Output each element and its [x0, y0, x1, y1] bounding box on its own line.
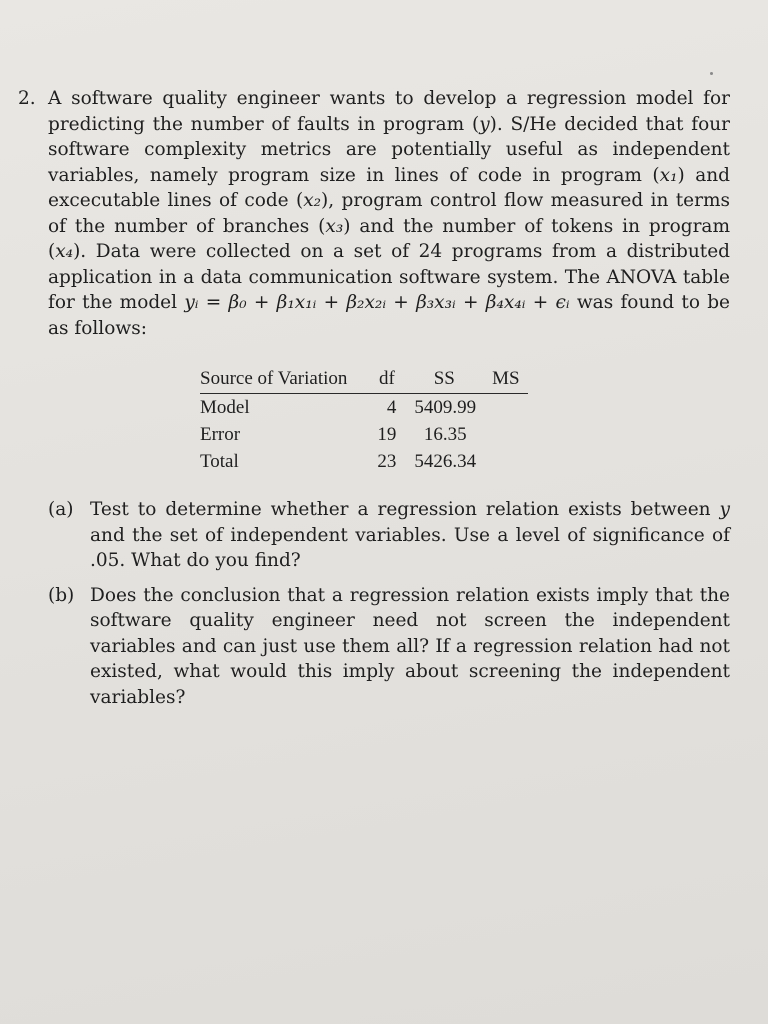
header-ms: MS	[484, 365, 527, 394]
anova-header-row	[200, 365, 528, 394]
cell-source: Total	[200, 451, 239, 472]
intro-text-6: ). Data were collected on a set of 24 programs from a distributed application in a data communication software system. The ANOVA table for the model	[48, 241, 730, 313]
anova-table	[200, 365, 528, 475]
intro-text-7: was found to be as follows:	[48, 292, 731, 339]
anova-row-total	[200, 448, 528, 475]
part-b-text: Does the conclusion that a regression relation exists imply that the software quality engineer need not screen the independent variables and can just use them all? If a regression relation had not existed, what would this imply about screening the independent variables?	[90, 584, 730, 708]
problem-number: 2.	[18, 88, 36, 109]
part-a-text-2: and the set of independent variables. Use a level of significance of .05. What do you find?	[90, 524, 730, 571]
cell-source: Error	[200, 424, 241, 445]
header-df: df	[369, 365, 404, 394]
intro-text-2: ). S/He decided that four software complexity metrics are potentially useful as independent variables, namely program size in lines of code in program (	[48, 113, 730, 186]
cell-df: 23	[377, 451, 397, 472]
anova-row-error	[200, 421, 528, 448]
part-label: (b)	[48, 584, 75, 606]
header-ss: SS	[404, 365, 484, 394]
part-label: (a)	[48, 499, 74, 520]
cell-source: Model	[200, 397, 250, 418]
document-page	[18, 86, 730, 719]
intro-text-4: ), program control flow measured in terms of the number of branches (	[48, 190, 730, 237]
var-x1: x₁	[659, 164, 678, 186]
cell-ss: 5409.99	[414, 397, 477, 418]
intro-text-5: ) and the number of tokens in program (	[48, 215, 730, 262]
var-y: y	[479, 113, 490, 135]
var-x4: x₄	[55, 241, 74, 262]
var-x2: x₂	[303, 190, 322, 211]
cell-df: 19	[377, 424, 397, 445]
anova-row-model	[200, 394, 528, 422]
part-a-text-1: Test to determine whether a regression relation exists between	[90, 499, 720, 520]
cell-df: 4	[386, 397, 397, 418]
var-y: y	[719, 499, 730, 520]
cell-ms	[484, 448, 527, 475]
intro-text-3: ) and excecutable lines of code (	[48, 164, 731, 211]
paper-speck	[710, 72, 713, 75]
model-equation: yᵢ = β₀ + β₁x₁ᵢ + β₂x₂ᵢ + β₃x₃ᵢ + β₄x₄ᵢ + ϵᵢ	[184, 292, 570, 313]
header-source: Source of Variation	[200, 365, 369, 394]
cell-ss: 5426.34	[414, 451, 477, 472]
intro-text-1: A software quality engineer wants to develop a regression model for predicting the number of faults in program (	[48, 88, 730, 135]
cell-ms	[484, 394, 527, 422]
part-a	[48, 497, 730, 574]
cell-ms	[484, 421, 527, 448]
var-x3: x₃	[325, 215, 344, 237]
problem-statement	[48, 86, 730, 341]
problem-2	[18, 86, 730, 710]
part-b	[48, 583, 730, 711]
cell-ss: 16.35	[423, 424, 467, 445]
question-parts	[48, 497, 730, 710]
